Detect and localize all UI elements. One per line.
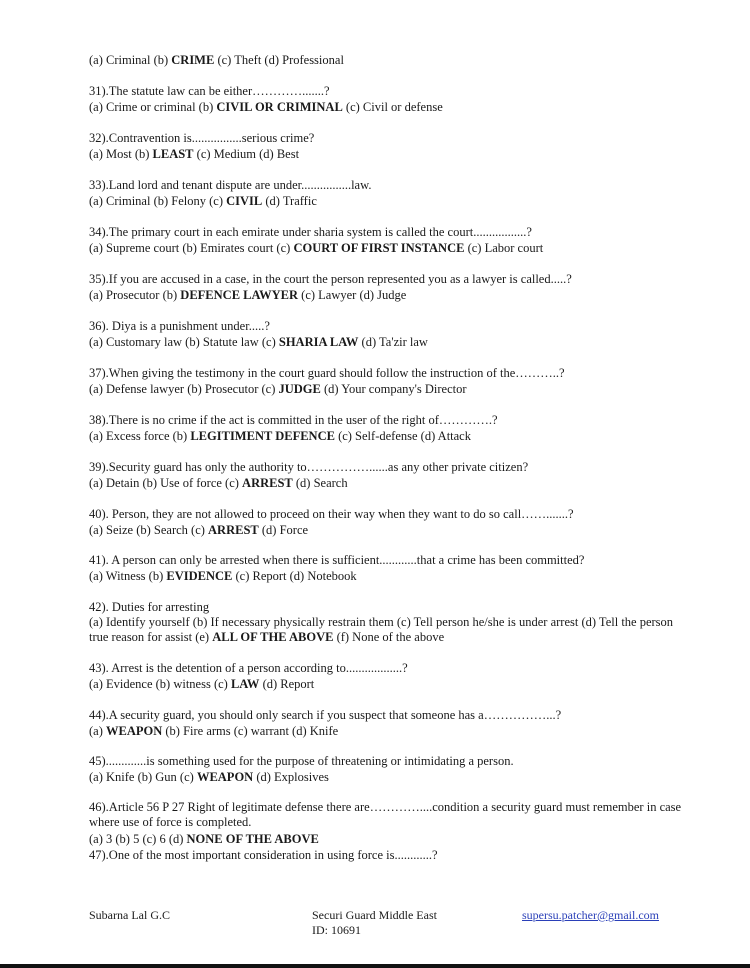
q38-options: (a) Excess force (b) LEGITIMENT DEFENCE (c) Self-defense (d) Attack	[89, 429, 471, 443]
q46-options: (a) 3 (b) 5 (c) 6 (d) NONE OF THE ABOVE	[89, 832, 319, 846]
q43-answer: LAW	[230, 677, 260, 691]
q45-answer: WEAPON	[196, 770, 254, 784]
q38-answer: LEGITIMENT DEFENCE	[190, 429, 335, 443]
q35-answer: DEFENCE LAWYER	[180, 288, 299, 302]
bottom-divider	[0, 964, 750, 968]
q38-question: 38).There is no crime if the act is committed in the user of the right of………….?	[89, 413, 498, 427]
q42-options: (a) Identify yourself (b) If necessary physically restrain them (c) Tell person he/she is under arrest (d) Tell the person true reason for assist (e) ALL OF THE ABOVE (f) None of the above	[89, 615, 674, 644]
q34-answer: COURT OF FIRST INSTANCE	[293, 241, 465, 255]
q41-question: 41). A person can only be arrested when there is sufficient............that a crime has been committed?	[89, 553, 585, 567]
q46-question: 46).Article 56 P 27 Right of legitimate defense there are…………....condition a security guard must remember in case where use of force is completed.	[89, 800, 682, 829]
q32-options: (a) Most (b) LEAST (c) Medium (d) Best	[89, 147, 300, 161]
q33-options: (a) Criminal (b) Felony (c) CIVIL (d) Traffic	[89, 194, 317, 208]
q32-answer: LEAST	[152, 147, 194, 161]
q43-options: (a) Evidence (b) witness (c) LAW (d) Report	[89, 677, 315, 691]
q36-options: (a) Customary law (b) Statute law (c) SHARIA LAW (d) Ta'zir law	[89, 335, 428, 349]
q31-question: 31).The statute law can be either………….......?	[89, 84, 330, 98]
q30-options: (a) Criminal (b) CRIME (c) Theft (d) Professional	[89, 53, 344, 67]
q34-question: 34).The primary court in each emirate under sharia system is called the court.................?	[89, 225, 532, 239]
q31-options: (a) Crime or criminal (b) CIVIL OR CRIMINAL (c) Civil or defense	[89, 100, 443, 114]
q47-question: 47).One of the most important consideration in using force is............?	[89, 848, 438, 862]
q30-answer: CRIME	[171, 53, 215, 67]
footer-organization: Securi Guard Middle East	[312, 908, 437, 922]
q45-question: 45).............is something used for the purpose of threatening or intimidating a person.	[89, 754, 514, 768]
q40-question: 40). Person, they are not allowed to proceed on their way when they want to do so call…….......?	[89, 507, 574, 521]
q44-options: (a) WEAPON (b) Fire arms (c) warrant (d) Knife	[89, 724, 339, 738]
q35-question: 35).If you are accused in a case, in the court the person represented you as a lawyer is called.....?	[89, 272, 572, 286]
q44-answer: WEAPON	[106, 724, 163, 738]
q32-question: 32).Contravention is................serious crime?	[89, 131, 315, 145]
q31-answer: CIVIL OR CRIMINAL	[216, 100, 343, 114]
q39-options: (a) Detain (b) Use of force (c) ARREST (d) Search	[89, 476, 348, 490]
q37-answer: JUDGE	[278, 382, 321, 396]
q37-question: 37).When giving the testimony in the court guard should follow the instruction of the………..?	[89, 366, 565, 380]
q41-answer: EVIDENCE	[166, 569, 233, 583]
q35-options: (a) Prosecutor (b) DEFENCE LAWYER (c) Lawyer (d) Judge	[89, 288, 407, 302]
q40-options: (a) Seize (b) Search (c) ARREST (d) Force	[89, 523, 309, 537]
q40-answer: ARREST	[208, 523, 259, 537]
footer-id: ID: 10691	[312, 923, 361, 937]
q42-answer: ALL OF THE ABOVE	[212, 630, 334, 644]
q44-question: 44).A security guard, you should only search if you suspect that someone has a……………...?	[89, 708, 562, 722]
q36-answer: SHARIA LAW	[278, 335, 359, 349]
q39-answer: ARREST	[242, 476, 293, 490]
q33-answer: CIVIL	[226, 194, 263, 208]
footer-email-link[interactable]: supersu.patcher@gmail.com	[522, 908, 660, 922]
q45-options: (a) Knife (b) Gun (c) WEAPON (d) Explosives	[89, 770, 329, 784]
q34-options: (a) Supreme court (b) Emirates court (c) COURT OF FIRST INSTANCE (c) Labor court	[89, 241, 544, 255]
q43-question: 43). Arrest is the detention of a person according to..................?	[89, 661, 408, 675]
q33-question: 33).Land lord and tenant dispute are under................law.	[89, 178, 372, 192]
q37-options: (a) Defense lawyer (b) Prosecutor (c) JUDGE (d) Your company's Director	[89, 382, 467, 396]
q41-options: (a) Witness (b) EVIDENCE (c) Report (d) Notebook	[89, 569, 357, 583]
q36-question: 36). Diya is a punishment under.....?	[89, 319, 270, 333]
q42-question: 42). Duties for arresting	[89, 600, 210, 614]
q46-answer: NONE OF THE ABOVE	[186, 832, 319, 846]
footer-author: Subarna Lal G.C	[89, 908, 170, 922]
q39-question: 39).Security guard has only the authority to……………......as any other private citizen?	[89, 460, 529, 474]
